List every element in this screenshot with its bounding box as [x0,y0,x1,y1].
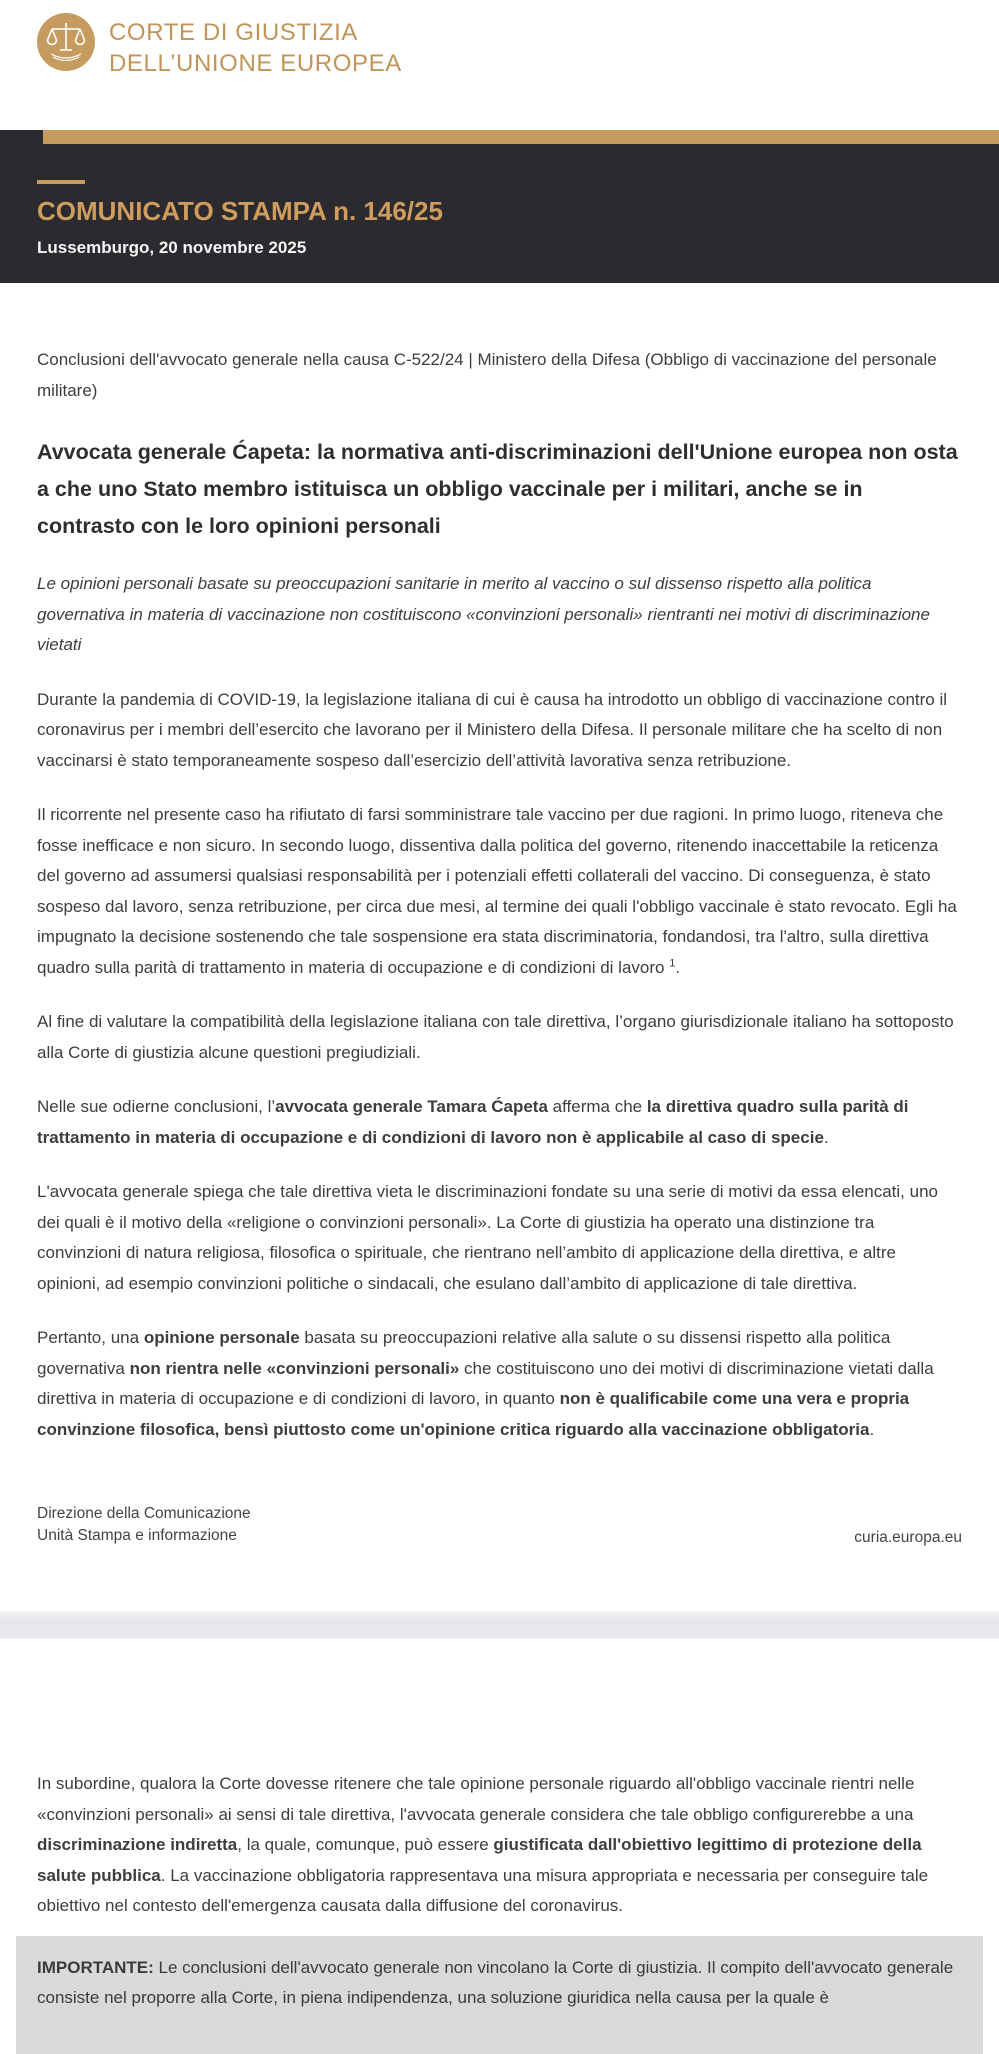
headline: Avvocata generale Ćapeta: la normativa anti-discriminazioni dell'Unione europea non osta a che uno Stato membro istituisca un obbligo vaccinale per i militari, anche se in contrasto con le loro opinioni personali [37,440,958,538]
curia-logo [37,13,95,71]
paragraph: Durante la pandemia di COVID-19, la legislazione italiana di cui è causa ha introdotto un obbligo di vaccinazione contro il coronavirus per i membri dell’esercito che lavorano per il Ministero della Difesa. Il personale militare che ha scelto di non vaccinarsi è stato temporaneamente sospeso dall’esercizio dell’attività lavorativa senza retribuzione. [37,689,948,770]
press-release-banner [0,130,999,283]
paragraph: Nelle sue odierne conclusioni, l’avvocata generale Tamara Ćapeta afferma che la direttiva quadro sulla parità di trattamento in materia di occupazione e di condizioni di lavoro non è applicabile al caso di specie. [37,1097,909,1147]
gold-accent-bar [43,130,999,144]
paragraph: In subordine, qualora la Corte dovesse ritenere che tale opinione personale riguardo all'obbligo vaccinale rientri nelle «convinzioni personali» ai sensi di tale direttiva, l'avvocata generale considera che tale obbligo configurerebbe a una discriminazione indiretta, la quale, comunque, può essere giustificata dall'obiettivo legittimo di protezione della salute pubblica. La vaccinazione obbligatoria rappresentava una misura appropriata e necessaria per conseguire tale obiettivo nel contesto dell'emergenza causata dalla diffusione del coronavirus. [37,1774,929,1915]
important-notice-text: IMPORTANTE: Le conclusioni dell'avvocato generale non vincolano la Corte di giustizia. Il compito dell'avvocato generale consiste nel proporre alla Corte, in piena indipendenza, una soluzione giuridica nella causa per la quale è [37,1957,954,2007]
curia-website-link[interactable]: curia.europa.eu [854,1529,962,1546]
press-release-dateline: Lussemburgo, 20 novembre 2025 [37,238,307,257]
footer-unit [37,1503,251,1547]
page-footer [0,1503,999,1547]
paragraph: Pertanto, una opinione personale basata su preoccupazioni relative alla salute o su dissensi rispetto alla politica governativa non rientra nelle «convinzioni personali» che costituiscono uno dei motivi di discriminazione vietati dalla direttiva in materia di occupazione e di condizioni di lavoro, in quanto non è qualificabile come una vera e propria convinzione filosofica, bensì piuttosto come un'opinione critica riguardo alla vaccinazione obbligatoria. [37,1328,934,1439]
paragraph: Al fine di valutare la compatibilità della legislazione italiana con tale direttiva, l’organo giurisdizionale italiano ha sottoposto alla Corte di giustizia alcune questioni pregiudiziali. [37,1012,954,1062]
paragraph: Il ricorrente nel presente caso ha rifiutato di farsi somministrare tale vaccino per due ragioni. In primo luogo, riteneva che fosse inefficace e non sicuro. In secondo luogo, dissentiva dalla politica del governo, ritenendo inaccettabile la reticenza del governo ad assumersi qualsiasi responsabilità per i potenziali effetti collaterali del vaccino. Di conseguenza, è stato sospeso dal lavoro, senza retribuzione, per circa due mesi, al termine dei quali l'obbligo vaccinale è stato revocato. Egli ha impugnato la decisione sostenendo che tale sospensione era stata discriminatoria, fondandosi, tra l'altro, sulla direttiva quadro sulla parità di trattamento in materia di occupazione e di condizioni di lavoro $^1$. [37,805,957,977]
scales-of-justice-icon [46,20,86,64]
document-body [0,345,999,1445]
document-body-page2 [0,1769,999,1922]
org-name-line1: CORTE DI GIUSTIZIA [109,19,359,46]
important-notice-box [16,1936,983,2054]
page-separator-band [0,1611,999,1639]
site-header [0,0,999,130]
case-reference: Conclusioni dell'avvocato generale nella causa C-522/24 | Ministero della Difesa (Obbligo di vaccinazione del personale militare) [37,350,937,400]
paragraph: L'avvocata generale spiega che tale direttiva vieta le discriminazioni fondate su una serie di motivi da essa elencati, uno dei quali è il motivo della «religione o convinzioni personali». La Corte di giustizia ha operato una distinzione tra convinzioni di natura religiosa, filosofica o spirituale, che rientrano nell’ambito di applicazione della direttiva, e altre opinioni, ad esempio convinzioni politiche o sindacali, che esulano dall’ambito di applicazione di tale direttiva. [37,1182,938,1293]
org-name [109,13,402,79]
gold-dash [37,180,85,184]
org-name-line2: DELL’UNIONE EUROPEA [109,50,402,77]
footer-unit-line: Unità Stampa e informazione [37,1527,237,1544]
footer-direction-line: Direzione della Comunicazione [37,1505,251,1522]
lede-italic: Le opinioni personali basate su preoccupazioni sanitarie in merito al vaccino o sul dissenso rispetto alla politica governativa in materia di vaccinazione non costituiscono «convinzioni personali» rientranti nei motivi di discriminazione vietati [37,574,930,654]
press-release-title: COMUNICATO STAMPA n. 146/25 [37,196,443,226]
